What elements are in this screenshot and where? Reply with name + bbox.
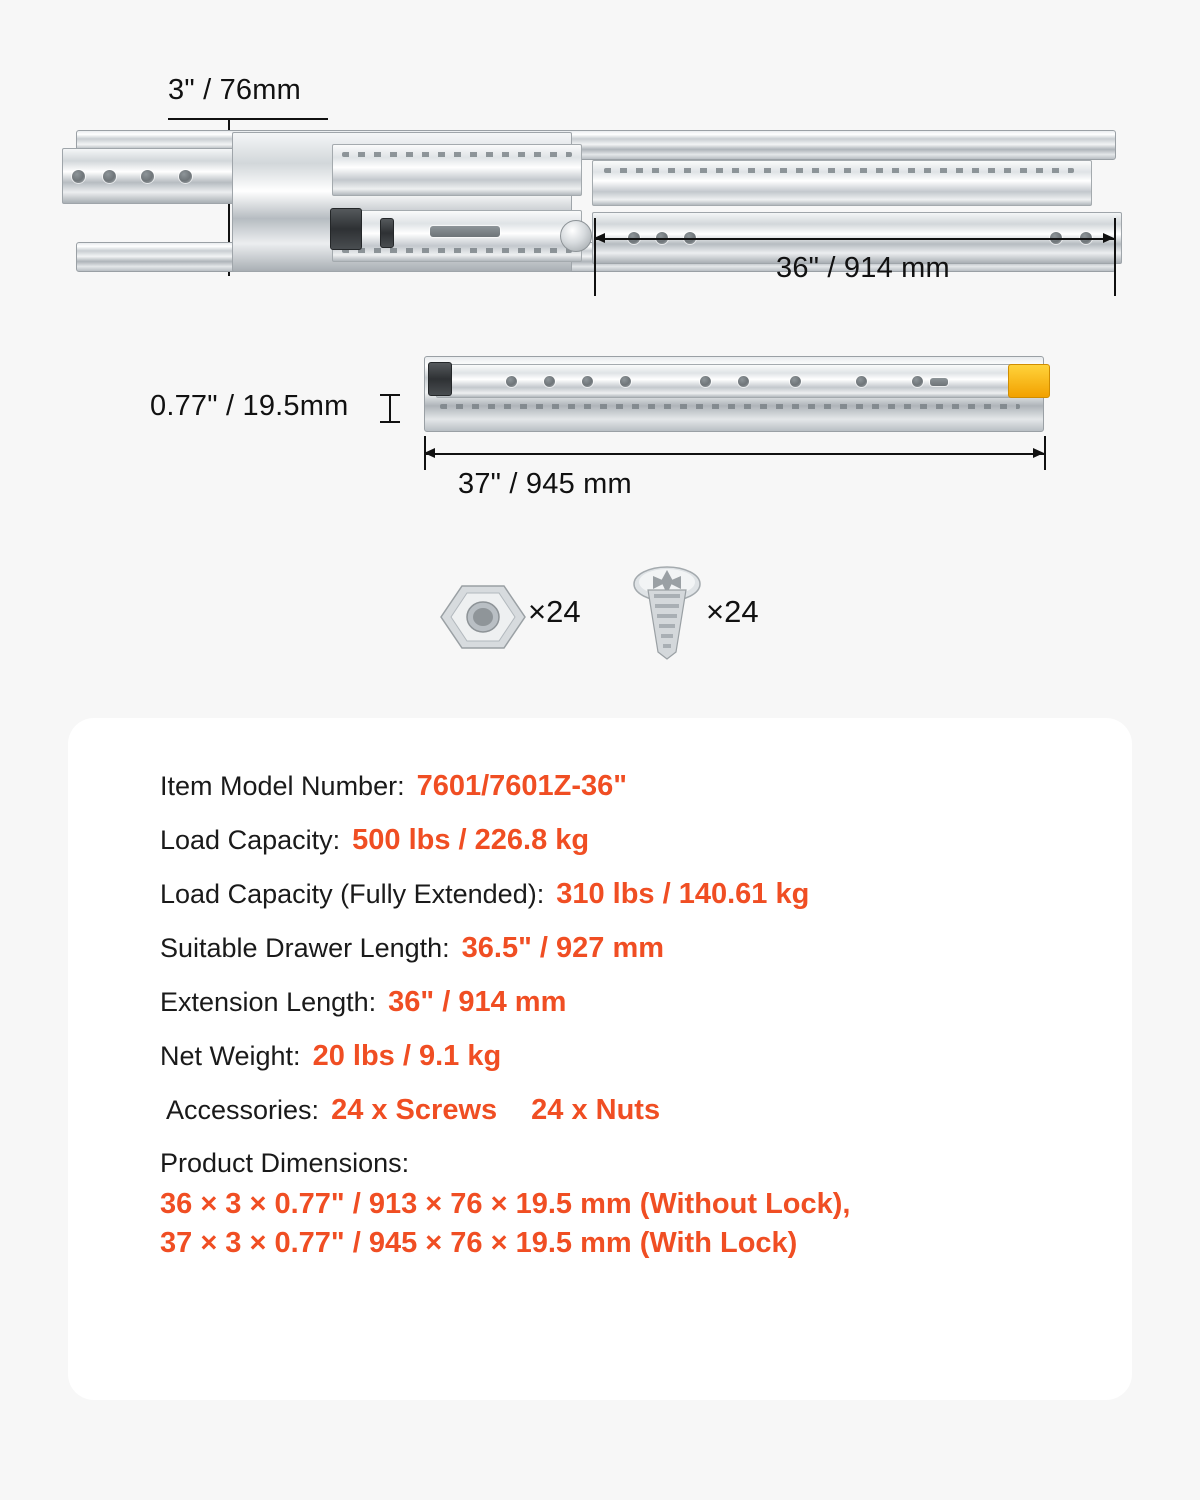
- specifications-card: [68, 718, 1132, 1400]
- extension-dim-left-tick: [594, 218, 596, 296]
- bottom-slide-diagram: [0, 340, 1200, 520]
- flat-head-screw-icon: [632, 560, 702, 660]
- spec-value: 20 lbs / 9.1 kg: [312, 1040, 502, 1072]
- spec-row: [160, 1040, 1132, 1073]
- spec-label: Suitable Drawer Length:: [160, 933, 450, 963]
- spec-value: 36" / 914 mm: [388, 986, 567, 1018]
- height-dimension-top-tick: [168, 118, 328, 120]
- height-dimension-label: 3" / 76mm: [168, 74, 301, 106]
- extension-dim-arrow-right: [1103, 233, 1114, 243]
- top-slide-diagram: [0, 60, 1200, 290]
- spec-row: [160, 878, 1132, 911]
- spec-value: 7601/7601Z-36": [416, 770, 628, 802]
- dimensions-values: [160, 1185, 1132, 1264]
- mounting-hole: [179, 170, 192, 183]
- rivet-knob: [560, 220, 592, 252]
- length-dim-right-tick: [1044, 436, 1046, 470]
- spec-label: Load Capacity (Fully Extended):: [160, 879, 545, 909]
- hardware-accessories-group: [0, 560, 1200, 670]
- rail-hole: [582, 376, 593, 387]
- mounting-hole: [141, 170, 154, 183]
- lock-tab-icon: [1008, 364, 1050, 398]
- nut-quantity: ×24: [528, 594, 581, 629]
- rail-hole: [790, 376, 801, 387]
- spec-row: [160, 770, 1132, 803]
- spec-label: Load Capacity:: [160, 825, 341, 855]
- ball-bearing-row: [342, 248, 572, 253]
- spec-label: Net Weight:: [160, 1041, 301, 1071]
- rail-hole: [856, 376, 867, 387]
- thickness-dimension-label: 0.77" / 19.5mm: [150, 390, 349, 422]
- screw-quantity: ×24: [706, 594, 759, 629]
- rail-hole: [700, 376, 711, 387]
- release-lever-cap: [428, 362, 452, 396]
- dimensions-label: Product Dimensions:: [160, 1148, 410, 1178]
- rail-slot: [430, 226, 500, 237]
- extension-dim-right-tick: [1114, 218, 1116, 296]
- accessories-value-screws: 24 x Screws: [331, 1094, 498, 1126]
- spec-value: 310 lbs / 140.61 kg: [556, 878, 810, 910]
- spec-row: [160, 986, 1132, 1019]
- mounting-hole: [72, 170, 85, 183]
- thickness-tick-bottom: [380, 421, 400, 423]
- perforated-rail-strip: [592, 160, 1092, 206]
- length-dim-arrow-left: [424, 448, 435, 458]
- hex-nut-icon: [440, 580, 526, 654]
- spec-label: Item Model Number:: [160, 771, 405, 801]
- spec-row-accessories: [160, 1094, 1132, 1127]
- rail-hole: [620, 376, 631, 387]
- spec-label: Extension Length:: [160, 987, 377, 1017]
- dimensions-line-without-lock: 36 × 3 × 0.77" / 913 × 76 × 19.5 mm (Without Lock),: [160, 1188, 851, 1220]
- dimensions-line-with-lock: 37 × 3 × 0.77" / 945 × 76 × 19.5 mm (With Lock): [160, 1227, 798, 1260]
- rail-slot: [930, 378, 948, 386]
- mounting-hole: [103, 170, 116, 183]
- ball-bearing-row: [342, 152, 572, 157]
- spec-row: [160, 932, 1132, 965]
- rail-hole: [544, 376, 555, 387]
- accessories-value-nuts: 24 x Nuts: [531, 1094, 661, 1126]
- length-dimension-label: 37" / 945 mm: [458, 468, 632, 500]
- rail-hole: [506, 376, 517, 387]
- spec-row-dimensions-label: [160, 1148, 1132, 1179]
- thickness-dim-line: [389, 394, 391, 422]
- detent-stop: [380, 218, 394, 248]
- length-dim-line: [424, 453, 1044, 455]
- extension-dim-line: [594, 238, 1114, 240]
- length-dim-arrow-right: [1033, 448, 1044, 458]
- perforation-row: [604, 168, 1074, 173]
- spec-value: 500 lbs / 226.8 kg: [352, 824, 590, 856]
- spec-row: [160, 824, 1132, 857]
- accessories-label: Accessories:: [166, 1095, 320, 1125]
- rail-hole: [738, 376, 749, 387]
- extension-dim-arrow-left: [594, 233, 605, 243]
- spec-value: 36.5" / 927 mm: [461, 932, 665, 964]
- ball-bearing-row: [440, 404, 1020, 409]
- rail-hole: [912, 376, 923, 387]
- extension-dimension-label: 36" / 914 mm: [776, 252, 950, 284]
- release-lever-cap: [330, 208, 362, 250]
- specifications-list: [68, 718, 1132, 1264]
